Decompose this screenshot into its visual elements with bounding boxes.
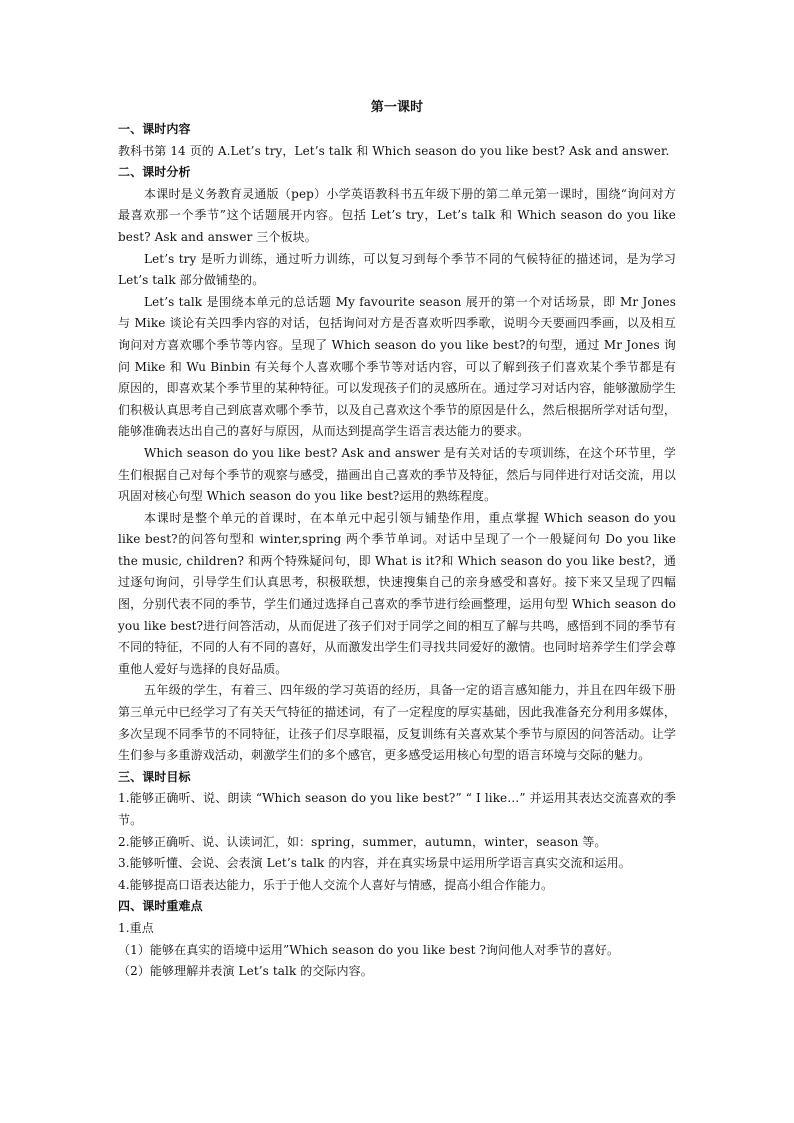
paragraph: 本课时是义务教育灵通版（pep）小学英语教科书五年级下册的第二单元第一课时，围绕“询问对方最喜欢那一个季节”这个话题展开内容。包括 Let’s try，Let’s talk 和 Which season do you like best? Ask and answer 三个板块。 (118, 186, 676, 244)
paragraph: （1）能够在真实的语境中运用”Which season do you like best ?询问他人对季节的喜好。 (118, 942, 620, 957)
section-heading: 三、课时目标 (118, 769, 191, 784)
section (118, 162, 676, 767)
paragraph: Let’s try 是听力训练，通过听力训练，可以复习到每个季节不同的气候特征的描述词，是为学习 Let’s talk 部分做铺垫的。 (118, 251, 676, 288)
paragraph: 3.能够听懂、会说、会表演 Let’s talk 的内容，并在真实场景中运用所学语言真实交流和运用。 (118, 856, 631, 871)
document-body (118, 96, 676, 983)
paragraph: 2.能够正确听、说、认读词汇，如：spring，summer，autumn，winter，season 等。 (118, 834, 607, 849)
paragraph: 教科书第 14 页的 A.Let’s try，Let’s talk 和 Which season do you like best? Ask and answer. (118, 143, 670, 158)
page-title: 第一课时 (370, 100, 424, 115)
section (118, 767, 676, 897)
paragraph: Let’s talk 是围绕本单元的总话题 My favourite season 展开的第一个对话场景，即 Mr Jones 与 Mike 谈论有关四季内容的对话，包括询问对方是否喜欢听四季歌，说明今天要画四季画，以及相互询问对方喜欢哪个季节等内容。呈现了 Which season do you like best?的句型，通过 Mr Jones 询问 Mike 和 Wu Binbin 有关每个人喜欢哪个季节等对话内容，可以了解到孩子们喜欢某个季节都是有原因的，即喜欢某个季节里的某种特征。可以发现孩子们的灵感所在。通过学习对话内容，能够激励学生们积极认真思考自己到底喜欢哪个季节，以及自己喜欢这个季节的原因是什么，然后根据所学对话句型，能够准确表达出自己的喜好与原因，从而达到提高学生语言表达能力的要求。 (118, 294, 676, 439)
section (118, 896, 676, 982)
paragraph: （2）能够理解并表演 Let’s talk 的交际内容。 (118, 964, 373, 979)
paragraph: 4.能够提高口语表达能力，乐于于他人交流个人喜好与情感，提高小组合作能力。 (118, 877, 554, 892)
section-heading: 二、课时分析 (118, 165, 191, 180)
paragraph: 1.能够正确听、说、朗读 “Which season do you like best?” “ I like…” 并运用其表达交流喜欢的季节。 (118, 791, 676, 827)
paragraph: 1.重点 (118, 920, 154, 935)
sections-container (118, 119, 676, 983)
section-heading: 一、课时内容 (118, 122, 191, 136)
paragraph: Which season do you like best? Ask and answer 是有关对话的专项训练，在这个环节里，学生们根据自己对每个季节的观察与感受，描画出自己喜欢的季节及特征，然后与同伴进行对话交流，用以巩固对核心句型 Which season do you like best?运用的熟练程度。 (118, 445, 676, 504)
section (118, 119, 676, 162)
paragraph: 本课时是整个单元的首课时，在本单元中起引领与铺垫作用，重点掌握 Which season do you like best?的问答句型和 winter,spring 两个季节单词。对话中呈现了一个一般疑问句 Do you like the music, children? 和两个特殊疑问句，即 What is it?和 Which season do you like best?，通过逐句询问，引导学生们认真思考，积极联想，快速搜集自己的亲身感受和喜好。接下来又呈现了四幅图，分别代表不同的季节，学生们通过选择自己喜欢的季节进行绘画整理，运用句型 Which season do you like best?进行问答活动，从而促进了孩子们对于同学之间的相互了解与共鸣，感悟到不同的季节有不同的特征，不同的人有不同的喜好，从而激发出学生们寻找共同爱好的激情。也同时培养学生们学会尊重他人爱好与选择的良好品质。 (118, 510, 676, 676)
section-heading: 四、课时重难点 (118, 899, 203, 914)
paragraph: 五年级的学生，有着三、四年级的学习英语的经历，具备一定的语言感知能力，并且在四年级下册第三单元中已经学习了有关天气特征的描述词，有了一定程度的厚实基础，因此我准备充分利用多媒体，多次呈现不同季节的不同特征，让孩子们尽享眼福，反复训练有关喜欢某个季节与原因的问答活动。让学生们参与多重游戏活动，刺激学生们的多个感官，更多感受运用核心句型的语言环境与交际的魅力。 (118, 683, 676, 763)
